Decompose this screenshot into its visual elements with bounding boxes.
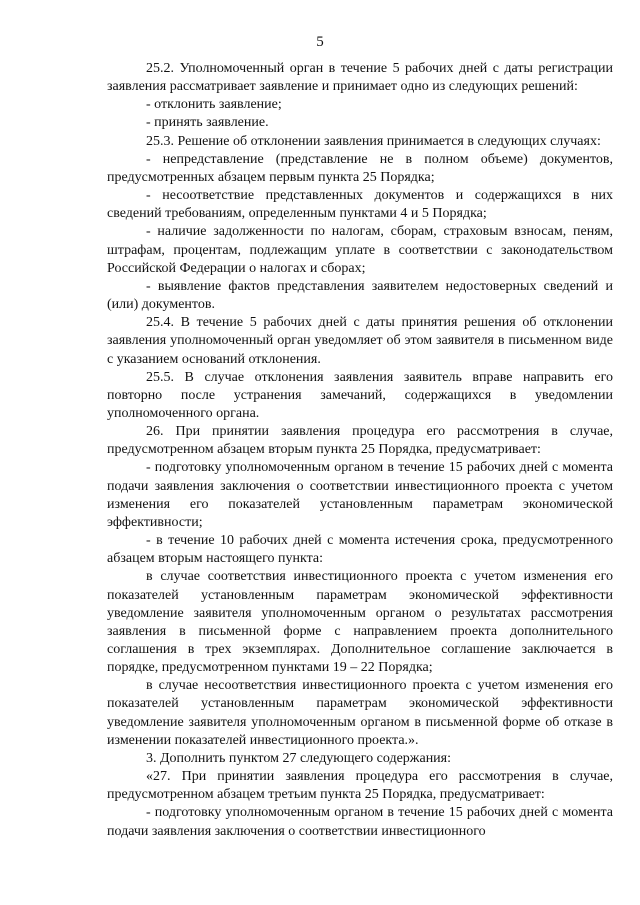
paragraph: 25.3. Решение об отклонении заявления принимается в следующих случаях: [146,133,601,149]
paragraph: «27. При принятии заявления процедура его рассмотрения в случае, предусмотренном абзацем третьим пункта 25 Порядка, предусматривает: [107,769,613,803]
paragraph: - выявление фактов представления заявителем недостоверных сведений и (или) документов. [107,278,613,313]
paragraph: 25.5. В случае отклонения заявления заявитель вправе направить его повторно после устранения замечаний, содержащихся в уведомлении уполномоченного органа. [107,369,613,421]
paragraph: - принять заявление. [146,115,269,131]
paragraph: - в течение 10 рабочих дней с момента истечения срока, предусмотренного абзацем вторым настоящего пункта: [107,533,613,567]
paragraph: 3. Дополнить пунктом 27 следующего содержания: [146,750,452,766]
paragraph: - непредставление (представление не в полном объеме) документов, предусмотренных абзацем первым пункта 25 Порядка; [107,151,613,185]
paragraph: 25.2. Уполномоченный орган в течение 5 рабочих дней с даты регистрации заявления рассматривает заявление и принимает одно из следующих решений: [107,61,613,95]
paragraph: - наличие задолженности по налогам, сборам, страховым взносам, пеням, штрафам, процентам, подлежащим уплате в соответствии с законодательством Российской Федерации о налогах и сборах; [107,224,613,276]
paragraph: - отклонить заявление; [146,97,282,113]
page-number: 5 [316,34,324,50]
paragraph: 26. При принятии заявления процедура его рассмотрения в случае, предусмотренном абзацем вторым пункта 25 Порядка, предусматривает: [107,424,613,458]
paragraph: в случае несоответствия инвестиционного проекта с учетом изменения его показателей установленным параметрам экономической эффективности уведомление заявителя уполномоченным органом в письменной форме об отказе в изменении показателей инвестиционного проекта.». [107,678,613,748]
paragraph: в случае соответствия инвестиционного проекта с учетом изменения его показателей установленным параметрам экономической эффективности уведомление заявителя уполномоченным органом о результатах рассмотрения заявления в письменной форме с направлением проекта дополнительного соглашения в трех экземплярах. Дополнительное соглашение заключается в порядке, предусмотренном пунктами 19 – 22 Порядка; [107,569,613,676]
paragraph: 25.4. В течение 5 рабочих дней с даты принятия решения об отклонении заявления уполномоченный орган уведомляет об этом заявителя в письменном виде с указанием оснований отклонения. [107,315,613,367]
document-body [107,60,613,841]
paragraph: - несоответствие представленных документов и содержащихся в них сведений требованиям, определенным пунктами 4 и 5 Порядка; [107,188,613,222]
paragraph: - подготовку уполномоченным органом в течение 15 рабочих дней с момента подачи заявления заключения о соответствии инвестиционного [107,805,613,839]
paragraph: - подготовку уполномоченным органом в течение 15 рабочих дней с момента подачи заявления заключения о соответствии инвестиционного проекта с учетом изменения его показателей установленным параметрам экономической эффективности; [107,460,613,530]
